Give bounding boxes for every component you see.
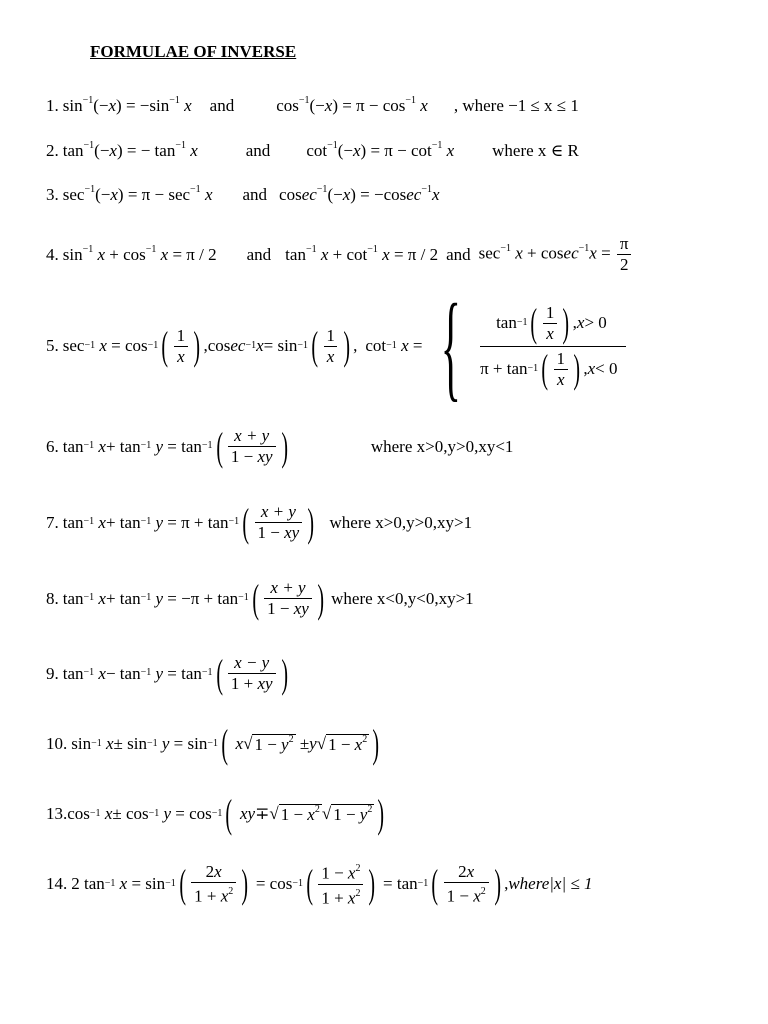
- formula-expression: $\sec^{-1}(-x) = \pi - \sec^{-1} x$: [62, 184, 213, 204]
- formula-condition: where x<0,y<0,xy>1: [331, 588, 474, 608]
- formula-1: [46, 96, 579, 116]
- formula-number: 10.: [46, 734, 68, 753]
- formula-condition: , where −1 ≤ x ≤ 1: [453, 96, 579, 115]
- formula-13: [46, 791, 388, 836]
- formula-6: [46, 423, 514, 469]
- connector-and: and: [245, 141, 271, 160]
- formula-number: 7.: [46, 512, 59, 532]
- formula-9: [46, 650, 291, 696]
- formula-expression: tan $^{-1}$ x + tan $^{-1}$ y = tan $^{-1}$ ( $\frac{x + y}{1 - xy}$ ): [62, 423, 288, 469]
- formula-14: [46, 860, 592, 908]
- formula-7: [46, 499, 473, 545]
- formula-8: [46, 575, 474, 621]
- formula-expression: $\tan^{-1}(-x)$ = − $\tan^{-1} x$: [62, 140, 198, 160]
- page-title: FORMULAE OF INVERSE: [90, 42, 297, 61]
- formula-expression: $\tan^{-1} x + \cot^{-1} x = \pi / 2$: [285, 243, 439, 264]
- formula-number: 3.: [46, 185, 59, 204]
- formula-expression: 2 tan $^{-1}$ x = sin $^{-1}$ ( $\frac{2x}{1 + x^2}$ ) = cos $^{-1}$ ( $\frac{1 - x^2}{1 + x^2}$ ) = tan $^{-1}$ ( $\frac{2x}{1 - x^2}$ ) ,: [71, 861, 509, 908]
- formula-condition: where x ∈ R: [492, 141, 579, 160]
- connector-and: and: [242, 185, 268, 204]
- formula-expression: sec $^{-1}$ x = cos $^{-1}$ ( $\frac{1}{x}$ ) ,cos ec $^{-1}$ x = sin $^{-1}$ ( $\frac{1}{x}$ ) , cot $^{-1}$ x = { tan $^{-1}$ ( $\frac{1}{x}$ ) , x > 0 π + tan $^{-1}$ ( $\frac{1}{x}$ ) , x < 0: [63, 296, 626, 396]
- formula-expression: $\sin^{-1}(-x) = -\sin^{-1}$ x: [62, 95, 192, 115]
- formula-number: 13.: [46, 804, 68, 823]
- formula-expression: sin $^{-1}$ x ± sin $^{-1}$ y = sin $^{-1}$ ( x √ $1 - y^2$ ± y √ $1 - x^2$ ): [71, 721, 380, 766]
- formula-3: [46, 185, 440, 205]
- connector-and: and: [446, 244, 471, 264]
- formula-condition: where|x| ≤ 1: [508, 874, 593, 894]
- formula-expression: cosec$^{-1}$(−x) = −cosec$^{-1}$x: [279, 184, 440, 204]
- formula-number: 9.: [46, 663, 59, 683]
- formula-expression: $\cos^{-1}(-x) = \pi - \cos^{-1} x$: [276, 95, 428, 115]
- formula-condition: where x>0,y>0,xy<1: [370, 436, 514, 456]
- formula-10: [46, 721, 383, 766]
- formula-number: 1.: [46, 96, 59, 115]
- formula-5: [46, 279, 626, 412]
- formula-condition: where x>0,y>0,xy>1: [329, 512, 473, 532]
- formula-number: 6.: [46, 436, 59, 456]
- formula-4: [46, 234, 634, 275]
- formula-expression: $\cot^{-1}(-x) = \pi - \cot^{-1} x$: [306, 140, 455, 160]
- connector-and: and: [246, 244, 272, 264]
- formula-expression: $\sec^{-1} x + cosec^{-1}x$ = $\frac{\pi}{2}$: [479, 234, 634, 275]
- formula-expression: tan $^{-1}$ x + tan $^{-1}$ y = π + tan $^{-1}$ ( $\frac{x + y}{1 - xy}$ ): [62, 499, 315, 545]
- formula-2: [46, 141, 579, 161]
- formula-number: 5.: [46, 336, 59, 355]
- formula-number: 14.: [46, 874, 68, 894]
- formula-expression: tan $^{-1}$ x − tan $^{-1}$ y = tan $^{-1}$ ( $\frac{x - y}{1 + xy}$ ): [62, 650, 288, 696]
- formula-expression: $\sin^{-1} x + \cos^{-1} x = \pi / 2$: [62, 243, 217, 264]
- formula-number: 8.: [46, 588, 59, 608]
- formula-expression: tan $^{-1}$ x + tan $^{-1}$ y = −π + tan $^{-1}$ ( $\frac{x + y}{1 - xy}$ ): [62, 575, 324, 621]
- formula-expression: cos $^{-1}$ x ± cos $^{-1}$ y = cos $^{-1}$ ( xy ∓ √ $1 - x^2$ √ $1 - y^2$ ): [67, 791, 385, 836]
- connector-and: and: [209, 96, 235, 115]
- formula-number: 4.: [46, 244, 59, 264]
- formula-number: 2.: [46, 141, 59, 160]
